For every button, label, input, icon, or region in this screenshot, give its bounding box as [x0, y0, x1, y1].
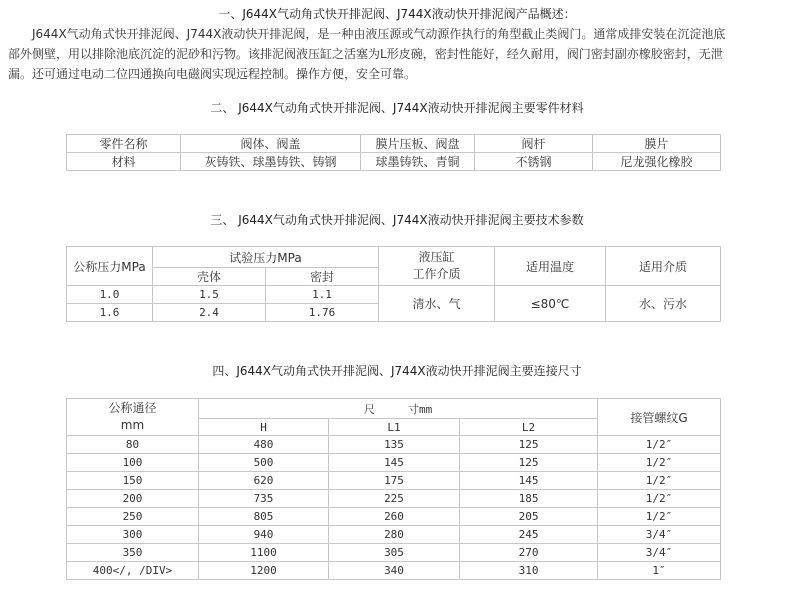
table-cell: 280 [329, 526, 460, 544]
table-cell: 1/2″ [598, 436, 721, 454]
table-cell: 270 [460, 544, 598, 562]
table-cell: 1″ [598, 562, 721, 580]
table-row [67, 490, 721, 508]
table-row [67, 562, 721, 580]
header-cell: 试验压力MPa [153, 247, 379, 268]
header-line: mm [120, 418, 145, 432]
header-line: 公称通径 [108, 401, 157, 415]
table-row [67, 454, 721, 472]
table-cell: 1/2″ [598, 490, 721, 508]
header-cell: 阀体、阀盖 [181, 135, 361, 153]
table-cell: 480 [199, 436, 329, 454]
table-cell: 1.0 [67, 286, 153, 304]
table-cell: 水、污水 [606, 286, 721, 322]
header-cell: 接管螺纹G [598, 399, 721, 436]
header-cell: L1 [329, 419, 460, 436]
table-cell: 620 [199, 472, 329, 490]
table-cell: 1/2″ [598, 454, 721, 472]
parts-material-table [66, 134, 721, 171]
table-cell: 200 [67, 490, 199, 508]
header-cell [379, 247, 495, 286]
table-cell: 145 [329, 454, 460, 472]
header-cell: 膜片压板、阀盘 [361, 135, 475, 153]
header-cell: 尺 寸mm [199, 399, 598, 419]
header-cell: 膜片 [593, 135, 721, 153]
table-cell: 145 [460, 472, 598, 490]
table-cell: 175 [329, 472, 460, 490]
table-cell: 350 [67, 544, 199, 562]
header-cell: 壳体 [153, 268, 266, 286]
table-cell: 125 [460, 454, 598, 472]
intro-line: 漏。还可通过电动二位四通换向电磁阀实现远程控制。操作方便，安全可靠。 [8, 67, 417, 81]
table-cell: 1.5 [153, 286, 266, 304]
table-cell: 1.1 [266, 286, 379, 304]
table-cell: 305 [329, 544, 460, 562]
table-cell: 清水、气 [379, 286, 495, 322]
table-cell: 1/2″ [598, 508, 721, 526]
table-cell: ≤80℃ [495, 286, 606, 322]
table-cell: 1.6 [67, 304, 153, 322]
table-cell: 尼龙强化橡胶 [593, 153, 721, 171]
section2-heading: 二、 J644X气动角式快开排泥阀、J744X液动快开排泥阀主要零件材料 [210, 101, 584, 115]
dimensions-table [66, 398, 721, 580]
table-cell: 1100 [199, 544, 329, 562]
table-cell: 150 [67, 472, 199, 490]
table-cell: 300 [67, 526, 199, 544]
table-cell: 135 [329, 436, 460, 454]
header-line: 液压缸 [418, 250, 455, 264]
table-cell: 400</, /DIV> [67, 562, 199, 580]
table-cell: 125 [460, 436, 598, 454]
table-row [67, 526, 721, 544]
table-row [67, 436, 721, 454]
table-cell: 260 [329, 508, 460, 526]
table-cell: 1.76 [266, 304, 379, 322]
table-cell: 805 [199, 508, 329, 526]
tech-params-table [66, 246, 721, 322]
table-cell: 245 [460, 526, 598, 544]
header-cell: H [199, 419, 329, 436]
table-cell: 940 [199, 526, 329, 544]
intro-paragraph [8, 24, 788, 84]
table-cell: 225 [329, 490, 460, 508]
table-cell: 735 [199, 490, 329, 508]
table-cell: 310 [460, 562, 598, 580]
table-row [67, 544, 721, 562]
table-cell: 1/2″ [598, 472, 721, 490]
table-cell: 100 [67, 454, 199, 472]
table-cell: 灰铸铁、球墨铸铁、铸钢 [181, 153, 361, 171]
table-cell: 80 [67, 436, 199, 454]
section4-heading: 四、J644X气动角式快开排泥阀、J744X液动快开排泥阀主要连接尺寸 [212, 364, 582, 378]
header-cell: L2 [460, 419, 598, 436]
section3-heading: 三、 J644X气动角式快开排泥阀、J744X液动快开排泥阀主要技术参数 [210, 213, 584, 227]
table-cell: 3/4″ [598, 544, 721, 562]
header-cell [67, 399, 199, 436]
table-cell: 不锈钢 [475, 153, 593, 171]
header-cell: 公称压力MPa [67, 247, 153, 286]
intro-line: J644X气动角式快开排泥阀、J744X液动快开排泥阀，是一种由液压源或气动源作执行的角型截止类阀门。通常成排安装在沉淀池底 [32, 27, 726, 41]
table-cell: 球墨铸铁、青铜 [361, 153, 475, 171]
header-cell: 适用温度 [495, 247, 606, 286]
section1-heading: 一、J644X气动角式快开排泥阀、J744X液动快开排泥阀产品概述： [218, 7, 576, 21]
table-cell: 1200 [199, 562, 329, 580]
table-cell: 500 [199, 454, 329, 472]
header-cell: 阀杆 [475, 135, 593, 153]
table-cell: 2.4 [153, 304, 266, 322]
intro-line: 部外侧壁，用以排除池底沉淀的泥砂和污物。该排泥阀液压缸之活塞为L形皮碗，密封性能好，经久耐用，阀门密封副亦橡胶密封，无泄 [8, 47, 723, 61]
table-cell: 185 [460, 490, 598, 508]
table-cell: 250 [67, 508, 199, 526]
header-cell: 密封 [266, 268, 379, 286]
table-cell: 材料 [67, 153, 181, 171]
table-row [67, 508, 721, 526]
header-line: 工作介质 [412, 267, 461, 281]
table-row [67, 472, 721, 490]
table-cell: 340 [329, 562, 460, 580]
header-cell: 零件名称 [67, 135, 181, 153]
header-cell: 适用介质 [606, 247, 721, 286]
table-cell: 205 [460, 508, 598, 526]
table-cell: 3/4″ [598, 526, 721, 544]
